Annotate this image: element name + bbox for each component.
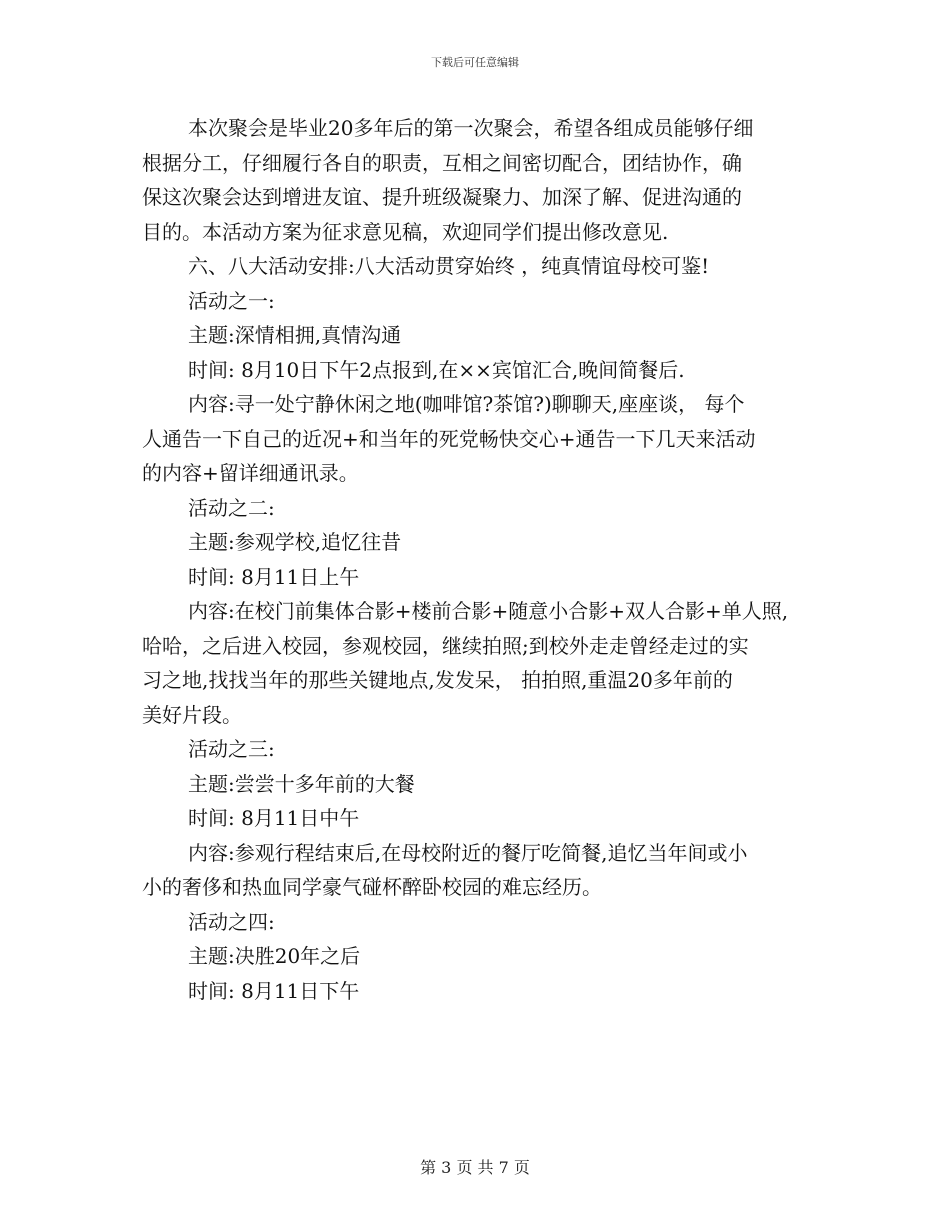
activity-time <box>142 560 822 595</box>
text-line: 活动之二: <box>188 495 275 520</box>
activity-theme <box>142 767 822 802</box>
activity-content <box>142 594 822 732</box>
text-line: 时间: 8月10日下午2点报到,在××宾馆汇合,晚间简餐后. <box>188 357 685 382</box>
activity-content <box>142 836 822 905</box>
text-line: 人通告一下自己的近况+和当年的死党畅快交心+通告一下几天来活动 <box>142 426 756 451</box>
text-line: 主题:参观学校,追忆往昔 <box>188 530 402 554</box>
document-body <box>142 111 822 1008</box>
text-line: 主题:决胜20年之后 <box>188 944 361 968</box>
activity-time <box>142 801 822 836</box>
text-line: 小的奢侈和热血同学豪气碰杯醉卧校园的难忘经历。 <box>142 875 602 899</box>
text-line: 时间: 8月11日上午 <box>188 564 360 589</box>
text-line: 内容:寻一处宁静休闲之地(咖啡馆?茶馆?)聊聊天,座座谈， 每个 <box>188 392 745 416</box>
text-line: 本次聚会是毕业20多年后的第一次聚会，希望各组成员能够仔细 <box>188 116 754 140</box>
activity-theme <box>142 939 822 974</box>
text-line: 根据分工，仔细履行各自的职责，互相之间密切配合，团结协作，确 <box>142 150 742 175</box>
activity-time <box>142 974 822 1009</box>
text-line: 活动之一: <box>188 288 275 313</box>
activity-heading <box>142 284 822 319</box>
text-line: 六、八大活动安排:八大活动贯穿始终 ，纯真情谊母校可鉴! <box>188 254 710 278</box>
text-line: 哈哈，之后进入校园，参观校园，继续拍照;到校外走走曾经走过的实 <box>142 633 749 658</box>
text-line: 目的。本活动方案为征求意见稿，欢迎同学们提出修改意见. <box>142 219 669 244</box>
section-heading <box>142 249 822 284</box>
activity-heading <box>142 905 822 940</box>
text-line: 习之地,找找当年的那些关键地点,发发呆， 拍拍照,重温20多年前的 <box>142 668 733 692</box>
paragraph-intro <box>142 111 822 249</box>
text-line: 的内容+留详细通讯录。 <box>142 461 359 485</box>
text-line: 活动之三: <box>188 737 275 761</box>
text-line: 美好片段。 <box>142 702 242 727</box>
text-line: 时间: 8月11日下午 <box>188 978 360 1003</box>
activity-theme <box>142 318 822 353</box>
text-line: 时间: 8月11日中午 <box>188 806 360 830</box>
activity-heading <box>142 732 822 767</box>
activity-heading <box>142 491 822 526</box>
text-line: 保这次聚会达到增进友谊、提升班级凝聚力、加深了解、促进沟通的 <box>142 185 742 209</box>
text-line: 主题:深情相拥,真情沟通 <box>188 323 402 347</box>
text-line: 内容:参观行程结束后,在母校附近的餐厅吃简餐,追忆当年间或小 <box>188 840 748 865</box>
activity-theme <box>142 525 822 560</box>
text-line: 内容:在校门前集体合影+楼前合影+随意小合影+双人合影+单人照, <box>188 599 789 623</box>
header-note: 下载后可任意编辑 <box>431 56 519 69</box>
text-line: 活动之四: <box>188 909 275 934</box>
activity-content <box>142 387 822 491</box>
text-line: 主题:尝尝十多年前的大餐 <box>188 771 415 796</box>
activity-time <box>142 353 822 388</box>
page-number: 第 3 页 共 7 页 <box>420 1158 530 1177</box>
